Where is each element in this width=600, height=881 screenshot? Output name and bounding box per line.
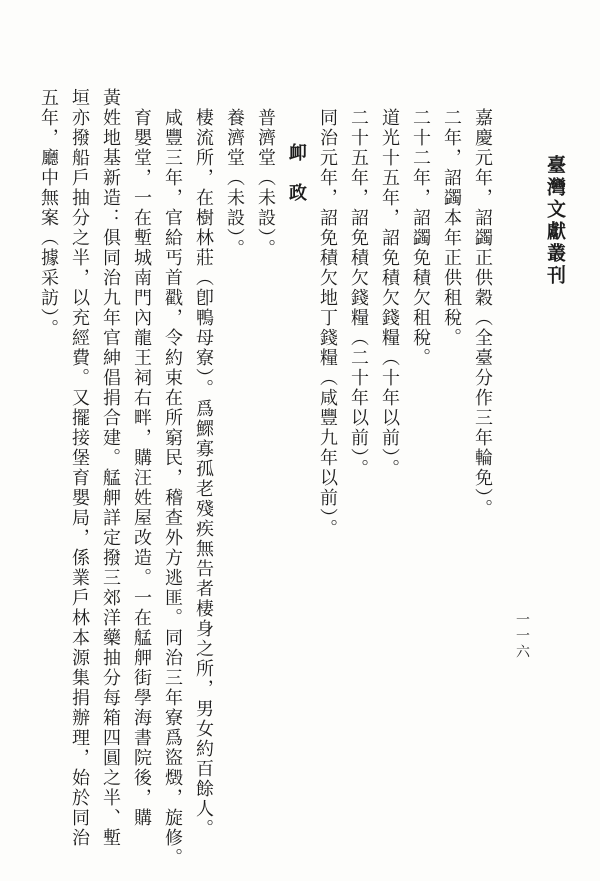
text-column: 棲流所，在樹林莊（卽鴨母寮）。爲鰥寡孤老殘疾無告者棲身之所，男女約百餘人。: [194, 108, 214, 839]
body-text-block: [33, 88, 498, 868]
masthead-series-title: 臺灣文獻叢刊: [544, 155, 565, 287]
text-column: 黃姓地基新造：俱同治九年官紳倡捐合建。艋舺詳定撥三郊洋藥抽分每箱四圓之半、塹: [101, 88, 121, 848]
text-column: 二十二年，詔蠲免積欠租稅。: [411, 108, 431, 368]
text-column: 育嬰堂，一在塹城南門內龍王祠右畔，購汪姓屋改造。一在艋舺街學海書院後，購: [132, 108, 152, 828]
text-column: 二十五年，詔免積欠錢糧（二十年以前）。: [349, 108, 369, 479]
page-number: 一一六: [514, 612, 529, 660]
text-column: 二年，詔蠲本年正供租稅。: [442, 108, 462, 348]
text-column: 垣亦撥船戶抽分之半，以充經費。又擺接堡育嬰局，係業戶林本源集捐辦理，始於同治: [70, 88, 90, 848]
text-column: 普濟堂（未設）。: [256, 108, 276, 259]
text-column: 咸豐三年，官給丐首戳，令約束在所窮民，稽查外方逃匪。同治三年寮爲盜燬，旋修。: [163, 108, 183, 868]
section-header: 卹 政: [287, 143, 307, 203]
text-column: 同治元年，詔免積欠地丁錢糧（咸豐九年以前）。: [318, 108, 338, 539]
text-column: 嘉慶元年，詔蠲正供穀（全臺分作三年輪免）。: [473, 108, 493, 519]
text-column: 養濟堂（未設）。: [225, 108, 245, 259]
text-column: 道光十五年，詔免積欠錢糧（十年以前）。: [380, 108, 400, 479]
text-column: 五年，廳中無案（據采訪）。: [39, 88, 59, 339]
